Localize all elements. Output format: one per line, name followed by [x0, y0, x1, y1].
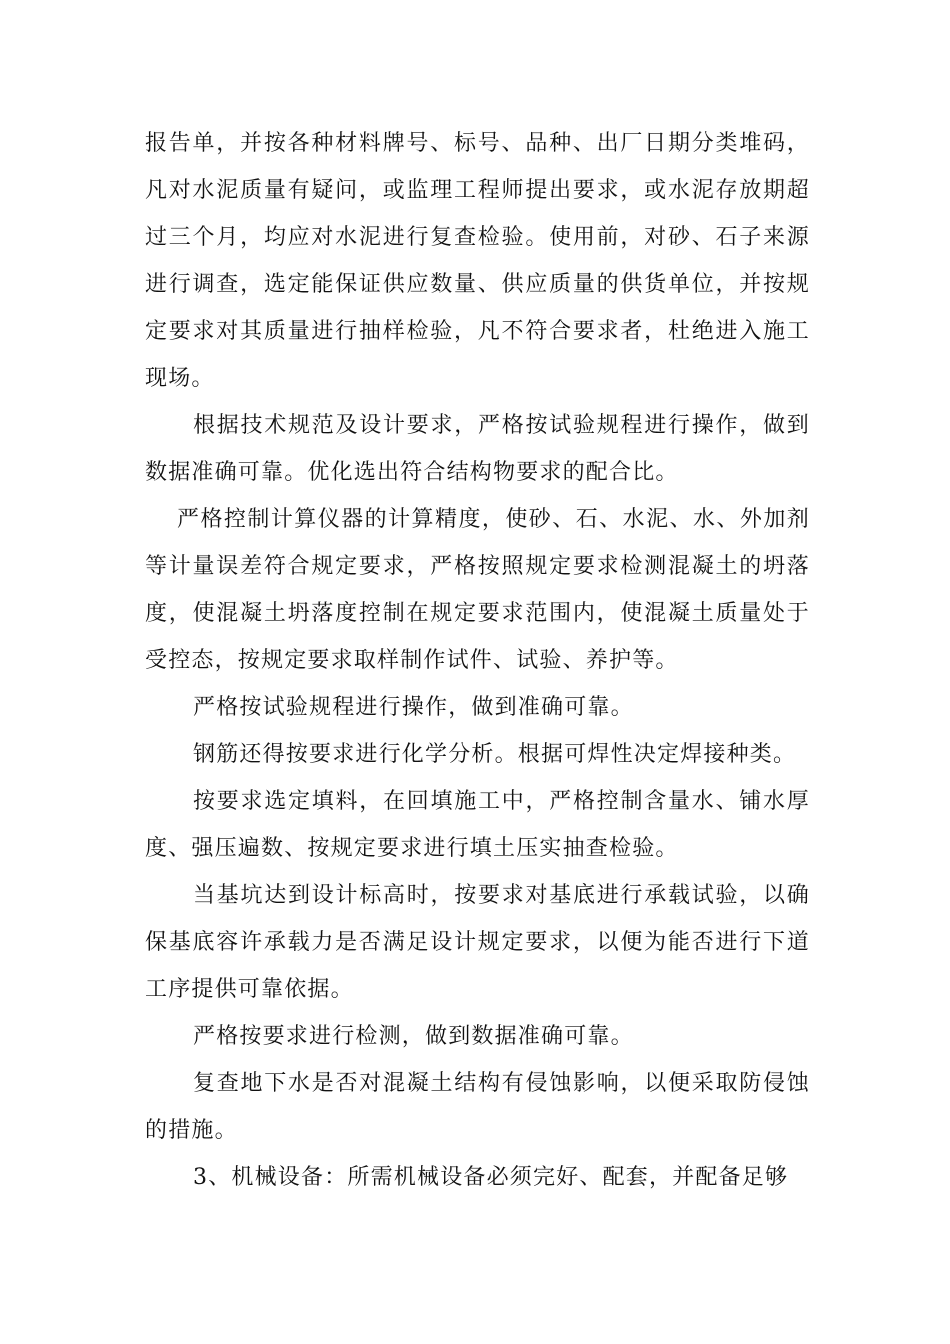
paragraph-materials-inspection: 报告单，并按各种材料牌号、标号、品种、出厂日期分类堆码，凡对水泥质量有疑问，或监理工程师提出要求，或水泥存放期超过三个月，均应对水泥进行复查检验。使用前，对砂、石子来源进行调查，选定能保证供应数量、供应质量的供货单位，并按规定要求对其质量进行抽样检验，凡不符合要求者，杜绝进入施工现场。: [145, 131, 810, 391]
paragraph-backfill: 按要求选定填料，在回填施工中，严格控制含量水、铺水厚度、强压遍数、按规定要求进行填土压实抽查检验。: [145, 789, 810, 861]
paragraph-inspection: 严格按要求进行检测，做到数据准确可靠。: [193, 1024, 634, 1049]
paragraph-foundation-test: 当基坑达到设计标高时，按要求对基底进行承载试验，以确保基底容许承载力是否满足设计规定要求，以便为能否进行下道工序提供可靠依据。: [145, 883, 810, 1002]
paragraph-groundwater: 复查地下水是否对混凝土结构有侵蚀影响，以便采取防侵蚀的措施。: [145, 1071, 810, 1143]
paragraph-test-procedure: 严格按试验规程进行操作，做到准确可靠。: [193, 695, 634, 720]
document-body: [145, 120, 810, 1201]
paragraph-rebar-analysis: 钢筋还得按要求进行化学分析。根据可焊性决定焊接种类。: [193, 742, 797, 767]
paragraph-mix-design: 根据技术规范及设计要求，严格按试验规程进行操作，做到数据准确可靠。优化选出符合结构物要求的配合比。: [145, 413, 810, 485]
paragraph-machinery: 3、机械设备：所需机械设备必须完好、配套，并配备足够: [193, 1165, 789, 1190]
paragraph-metering-control: 严格控制计算仪器的计算精度，使砂、石、水泥、水、外加剂等计量误差符合规定要求，严格按照规定要求检测混凝土的坍落度，使混凝土坍落度控制在规定要求范围内，使混凝土质量处于受控态，按规定要求取样制作试件、试验、养护等。: [145, 507, 810, 673]
